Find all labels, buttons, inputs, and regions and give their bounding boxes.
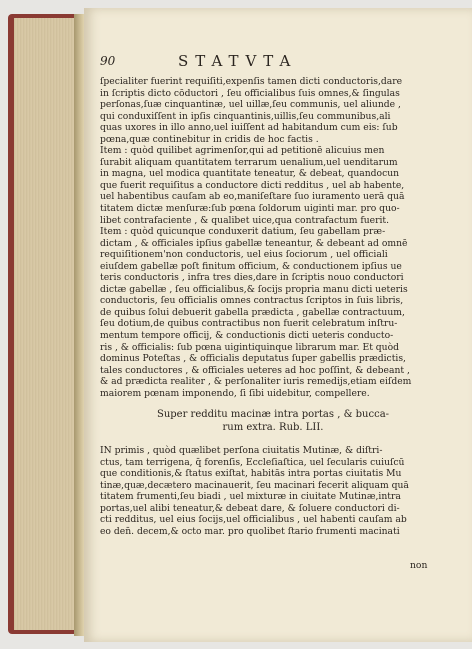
text-line: Item : quòd quicunque conduxerit datium, ſeu gabellam præ- [100, 226, 386, 238]
section-heading [100, 408, 446, 434]
text-line: titatem dictæ menſuræ:ſub pœna ſoldorum uiginti mar. pro quo- [100, 203, 400, 215]
text-line: de quibus ſolui debuerit gabella prædicta , gabellæ contractuum, [100, 306, 405, 318]
text-line: rum extra. Rub. LII. [222, 422, 324, 433]
text-line: ſeu dotium,de quibus contractibus non fuerit celebratum inſtru- [100, 318, 398, 330]
text-line: que fuerit requiſitus a conductore dicti redditus , uel ab habente, [100, 179, 405, 191]
text-line: tales conductores , & officiales ueteres ad hoc poſſint, & debeant , [100, 364, 410, 376]
text-line: titatem frumenti,ſeu biadi , uel mixturæ in ciuitate Mutinæ,intra [100, 491, 401, 503]
text-line: maiorem pœnam imponendo, ſi ſibi uidebitur, compellere. [100, 387, 370, 399]
text-line: ſurabit aliquam quantitatem terrarum uenalium,uel uenditarum [100, 156, 398, 168]
text-line: cti redditus, uel eius ſocijs,uel officialibus , uel habenti cauſam ab [100, 514, 407, 526]
text-line: in ſcriptis dicto cōductori , ſeu officialibus ſuis omnes,& ſingulas [100, 87, 400, 99]
text-line: quas uxores in illo anno,uel iuiſſent ad habitandum cum eis: ſub [100, 122, 398, 134]
text-line: portas,uel alibi teneatur,& debeat dare, & ſoluere conductori di- [100, 502, 400, 514]
text-line: libet contrafaciente , & qualibet uice,qua contrafactum fuerit. [100, 214, 390, 226]
text-line: que conditionis,& ſtatus exiſtat, habitās intra portas ciuitatis Mu [100, 468, 402, 480]
body-text [100, 76, 446, 399]
text-line: tinæ,quæ,decætero macinauerit, ſeu macinari fecerit aliquam quā [100, 479, 409, 491]
text-line: eiuſdem gabellæ poſt finitum officium, & conductionem ipſius ue [100, 260, 402, 272]
text-line: dictam , & officiales ipſius gabellæ teneantur, & debeant ad omnē [100, 237, 408, 249]
text-line: & ad prædicta realiter , & perſonaliter iuris remedijs,etiam eiſdem [100, 376, 412, 388]
running-title: STATVTA [178, 52, 298, 70]
text-line: dominus Poteſtas , & officialis deputatus ſuper gabellis prædictis, [100, 353, 406, 365]
text-line: pœna,quæ continebitur in cridis de hoc factis . [100, 133, 319, 145]
text-line: IN primis , quòd quælibet perſona ciuitatis Mutinæ, & diſtri- [100, 445, 383, 456]
catchword: non [410, 560, 428, 571]
text-line: ſpecialiter fuerint requiſiti,expenſis tamen dicti conductoris,dare [100, 76, 403, 87]
text-line: teris conductoris , infra tres dies,dare in ſcriptis nouo conductori [100, 272, 404, 284]
body-text-2 [100, 445, 446, 537]
text-line: uel habentibus cauſam ab eo,maniſeſtare ſuo iuramento uerā quā [100, 191, 405, 203]
page-number: 90 [100, 54, 116, 68]
text-line: ctus, tam terrigena, q̄ forenſis, Eccleſiaſtica, uel ſecularis cuiuſcū [100, 456, 405, 468]
text-line: requiſitionem'non conductoris, uel eius ſociorum , uel officiali [100, 249, 388, 261]
text-line: qui conduxiſſent in ipſis cinquantinis,uillis,ſeu communibus,ali [100, 110, 391, 122]
text-line: Super redditu macinæ intra portas , & bucca- [156, 409, 390, 420]
text-line: Item : quòd quilibet agrimenſor,qui ad petitionē alicuius men [100, 145, 385, 157]
text-line: dictæ gabellæ , ſeu officialibus,& ſocijs propria manu dicti ueteris [100, 283, 408, 295]
text-line: perſonas,ſuæ cinquantinæ, uel uillæ,ſeu communis, uel aliunde , [100, 99, 401, 111]
text-line: eo den̄. decem,& octo mar. pro quolibet ſtario frumenti macinati [100, 525, 400, 537]
text-line: ris , & officialis: ſub pœna uigintiquinque librarum mar. Et quòd [100, 341, 400, 353]
text-line: conductoris, ſeu officialis omnes contractus ſcriptos in ſuis libris, [100, 295, 404, 307]
page-header [100, 52, 440, 74]
text-line: mentum tempore officij, & conductionis dicti ueteris conducto- [100, 330, 394, 342]
text-line: in magna, uel modica quantitate teneatur, & debeat, quandocun [100, 168, 400, 180]
